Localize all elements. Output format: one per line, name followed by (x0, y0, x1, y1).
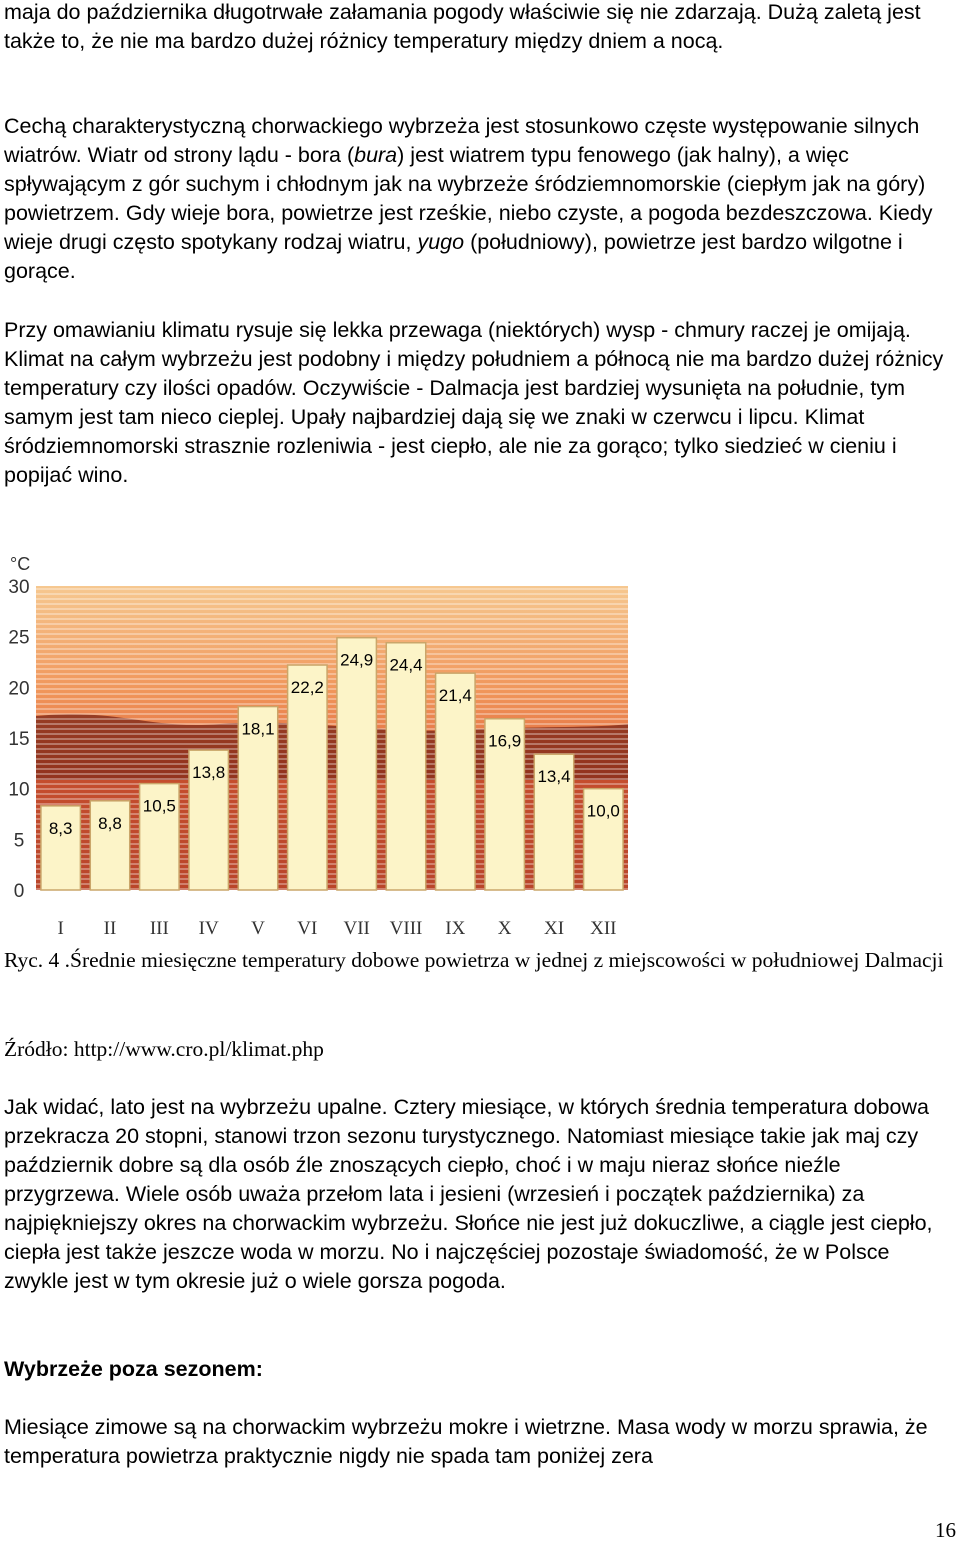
temperature-chart (0, 548, 640, 940)
bar (386, 643, 425, 890)
y-tick-label: 15 (8, 729, 30, 750)
x-tick-label: V (251, 918, 265, 939)
x-tick-label: XI (543, 918, 565, 939)
bar-value-label: 13,8 (192, 763, 226, 783)
bar-value-label: 13,4 (537, 767, 571, 787)
x-tick-label: XII (590, 918, 617, 939)
section-heading: Wybrzeże poza sezonem: (4, 1357, 263, 1381)
text-run: Cechą charakterystyczną chorwackiego wybrzeża jest stosunkowo częste występowanie silnych wiatrów. Wiatr od strony lądu - bora ( (4, 114, 920, 167)
bar-value-label: 8,3 (48, 818, 73, 838)
x-tick-label: I (57, 918, 64, 939)
paragraph (4, 316, 956, 490)
x-tick-label: II (103, 918, 117, 939)
y-tick-label: 0 (13, 881, 25, 902)
text-run: maja do października długotrwałe załamania pogody właściwie się nie zdarzają. Dużą zaletą jest także to, że nie ma bardzo dużej różnicy temperatury między dniem a nocą. (4, 0, 921, 53)
y-tick-label: 25 (8, 627, 30, 649)
x-tick-label: IV (198, 918, 219, 939)
text-run: (południowy), powietrze jest bardzo wilgotne i gorące. (4, 230, 903, 283)
bar-value-label: 24,9 (340, 650, 374, 670)
bar-value-label: 18,1 (241, 719, 275, 739)
bar-value-label: 8,8 (98, 813, 122, 833)
bar-value-label: 16,9 (488, 731, 522, 751)
x-tick-label: IX (445, 918, 466, 939)
bar-value-label: 10,0 (586, 801, 620, 821)
bar (337, 638, 376, 890)
bar-value-label: 21,4 (438, 686, 472, 706)
italic-term: bura (354, 143, 398, 167)
x-tick-label: VII (343, 918, 370, 939)
bar-value-label: 22,2 (290, 678, 324, 698)
paragraph (4, 112, 956, 286)
y-tick-label: 20 (8, 678, 30, 700)
x-axis (58, 918, 617, 939)
y-tick-label: 30 (8, 577, 30, 598)
y-axis (8, 554, 30, 902)
page-number: 16 (935, 1518, 956, 1542)
text-run: ) jest wiatrem typu fenowego (jak halny), a więc spływającym z gór suchym i chłodnym jak na wybrzeże śródziemnomorskie (ciepłym jak na góry) powietrzem. Gdy wieje bora, powietrze jest rześkie, niebo czyste, a pogoda bezdeszczowa. Kiedy wieje drugi często spotykany rodzaj wiatru, (4, 143, 933, 254)
text-run: Jak widać, lato jest na wybrzeżu upalne. Cztery miesiące, w których średnia temperatura dobowa przekracza 20 stopni, stanowi trzon sezonu turystycznego. Natomiast miesiące takie jak maj czy październik dobre są dla osób źle znoszących ciepło, choć i w maju nieraz słońce nieźle przygrzewa. Wiele osób uważa przełom lata i jesieni (wrzesień i początek października) za najpiękniejszy okres na chorwackim wybrzeżu. Słońce nie jest już dokuczliwe, a ciągle jest ciepło, ciepła jest także jeszcze woda w morzu. No i najczęściej pozostaje świadomość, że w Polsce zwykle jest w tym okresie już o wiele gorsza pogoda. (4, 1095, 933, 1293)
y-tick-label: 5 (13, 830, 25, 852)
paragraph (4, 1413, 956, 1471)
x-tick-label: VI (297, 918, 318, 939)
bar-value-label: 10,5 (142, 796, 176, 816)
bar-value-label: 24,4 (389, 655, 423, 675)
paragraph (4, 1093, 956, 1296)
y-tick-label: 10 (8, 779, 30, 801)
bar (436, 673, 475, 890)
y-axis-unit: °C (10, 554, 31, 574)
x-tick-label: X (497, 918, 512, 939)
italic-term: yugo (417, 230, 465, 254)
x-tick-label: III (149, 918, 169, 939)
bar (288, 665, 327, 890)
x-tick-label: VIII (389, 918, 423, 939)
figure-caption: Ryc. 4 .Średnie miesięczne temperatury dobowe powietrza w jednej z miejscowości w południowej Dalmacji (4, 948, 944, 972)
paragraph (4, 0, 956, 56)
text-run: Miesiące zimowe są na chorwackim wybrzeżu mokre i wietrzne. Masa wody w morzu sprawia, że temperatura powietrza praktycznie nigdy nie spada tam poniżej zera (4, 1415, 928, 1468)
text-run: Przy omawianiu klimatu rysuje się lekka przewaga (niektórych) wysp - chmury raczej je omijają. Klimat na całym wybrzeżu jest podobny i między południem a północą nie ma bardzo dużej różnicy temperatury czy ilości opadów. Oczywiście - Dalmacja jest bardziej wysunięta na południe, tym samym jest tam nieco cieplej. Upały najbardziej dają się we znaki w czerwcu i lipcu. Klimat śródziemnomorski strasznie rozleniwia - jest ciepło, ale nie za gorąco; tylko siedzieć w cieniu i popijać wino. (4, 318, 944, 487)
figure-source: Źródło: http://www.cro.pl/klimat.php (4, 1037, 324, 1061)
